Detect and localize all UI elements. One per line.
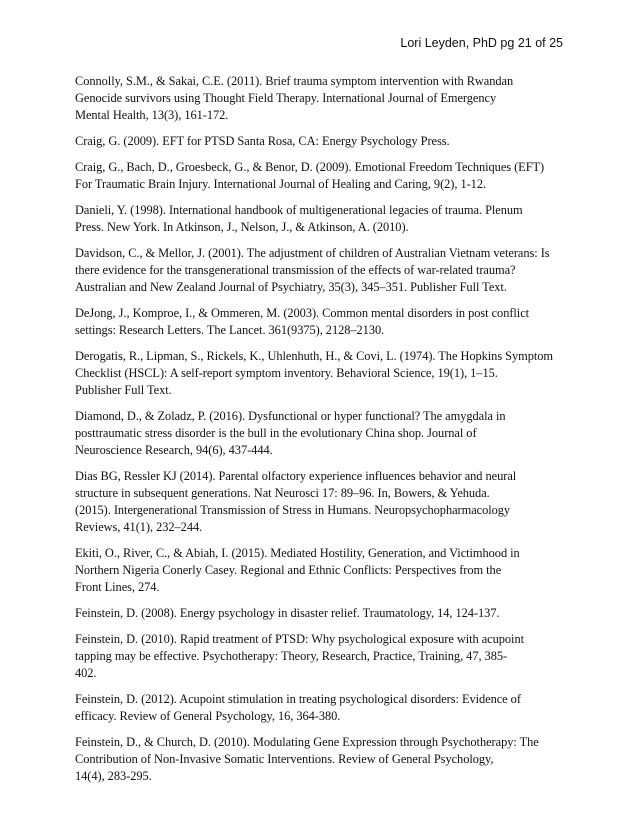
reference-entry	[75, 159, 565, 193]
reference-line: Reviews, 41(1), 232–244.	[75, 520, 203, 534]
reference-entry	[75, 605, 565, 622]
reference-entry	[75, 734, 565, 785]
reference-entry	[75, 631, 565, 682]
reference-line: Checklist (HSCL): A self-report symptom inventory. Behavioral Science, 19(1), 1–15.	[75, 366, 498, 380]
reference-line: there evidence for the transgenerational transmission of the effects of war-related trauma?	[75, 263, 516, 277]
reference-line: efficacy. Review of General Psychology, 16, 364-380.	[75, 709, 341, 723]
reference-line: Northern Nigeria Conerly Casey. Regional and Ethnic Conflicts: Perspectives from the	[75, 563, 502, 577]
reference-list	[75, 73, 565, 794]
reference-line: settings: Research Letters. The Lancet. 361(9375), 2128–2130.	[75, 323, 385, 337]
reference-line: Contribution of Non-Invasive Somatic Interventions. Review of General Psychology,	[75, 752, 494, 766]
reference-line: Feinstein, D., & Church, D. (2010). Modulating Gene Expression through Psychotherapy: The	[75, 735, 539, 749]
reference-entry	[75, 245, 565, 296]
reference-line: Front Lines, 274.	[75, 580, 160, 594]
reference-line: Feinstein, D. (2008). Energy psychology in disaster relief. Traumatology, 14, 124-137.	[75, 606, 500, 620]
reference-line: (2015). Intergenerational Transmission of Stress in Humans. Neuropsychopharmacology	[75, 503, 511, 517]
reference-line: Ekiti, O., River, C., & Abiah, I. (2015). Mediated Hostility, Generation, and Victimhood in	[75, 546, 520, 560]
reference-line: tapping may be effective. Psychotherapy: Theory, Research, Practice, Training, 47, 385-	[75, 649, 508, 663]
reference-line: DeJong, J., Komproe, I., & Ommeren, M. (2003). Common mental disorders in post conflict	[75, 306, 530, 320]
reference-line: Press. New York. In Atkinson, J., Nelson, J., & Atkinson, A. (2010).	[75, 220, 409, 234]
reference-line: Davidson, C., & Mellor, J. (2001). The adjustment of children of Australian Vietnam veterans: Is	[75, 246, 550, 260]
reference-line: Connolly, S.M., & Sakai, C.E. (2011). Brief trauma symptom intervention with Rwandan	[75, 74, 514, 88]
reference-line: structure in subsequent generations. Nat Neurosci 17: 89–96. In, Bowers, & Yehuda.	[75, 486, 490, 500]
reference-entry	[75, 202, 565, 236]
reference-entry	[75, 408, 565, 459]
reference-line: Derogatis, R., Lipman, S., Rickels, K., Uhlenhuth, H., & Covi, L. (1974). The Hopkins Symptom	[75, 349, 553, 363]
reference-entry	[75, 468, 565, 536]
reference-line: Publisher Full Text.	[75, 383, 172, 397]
reference-line: Craig, G., Bach, D., Groesbeck, G., & Benor, D. (2009). Emotional Freedom Techniques (EFT)	[75, 160, 545, 174]
reference-line: Neuroscience Research, 94(6), 437-444.	[75, 443, 273, 457]
reference-line: Diamond, D., & Zoladz, P. (2016). Dysfunctional or hyper functional? The amygdala in	[75, 409, 506, 423]
reference-entry	[75, 133, 565, 150]
reference-entry	[75, 348, 565, 399]
reference-line: Australian and New Zealand Journal of Psychiatry, 35(3), 345–351. Publisher Full Text.	[75, 280, 507, 294]
reference-entry	[75, 73, 565, 124]
reference-line: For Traumatic Brain Injury. International Journal of Healing and Caring, 9(2), 1-12.	[75, 177, 487, 191]
reference-line: Genocide survivors using Thought Field Therapy. International Journal of Emergency	[75, 91, 497, 105]
reference-line: Feinstein, D. (2010). Rapid treatment of PTSD: Why psychological exposure with acupoint	[75, 632, 524, 646]
reference-line: posttraumatic stress disorder is the bull in the evolutionary China shop. Journal of	[75, 426, 477, 440]
reference-line: Danieli, Y. (1998). International handbook of multigenerational legacies of trauma. Plenum	[75, 203, 523, 217]
reference-entry	[75, 545, 565, 596]
reference-line: Mental Health, 13(3), 161-172.	[75, 108, 229, 122]
reference-line: Feinstein, D. (2012). Acupoint stimulation in treating psychological disorders: Evidence of	[75, 692, 521, 706]
reference-entry	[75, 305, 565, 339]
reference-entry	[75, 691, 565, 725]
reference-line: 14(4), 283-295.	[75, 769, 152, 783]
reference-line: Craig, G. (2009). EFT for PTSD Santa Rosa, CA: Energy Psychology Press.	[75, 134, 450, 148]
reference-line: Dias BG, Ressler KJ (2014). Parental olfactory experience influences behavior and neural	[75, 469, 517, 483]
page-header: Lori Leyden, PhD pg 21 of 25	[400, 36, 563, 50]
reference-line: 402.	[75, 666, 97, 680]
